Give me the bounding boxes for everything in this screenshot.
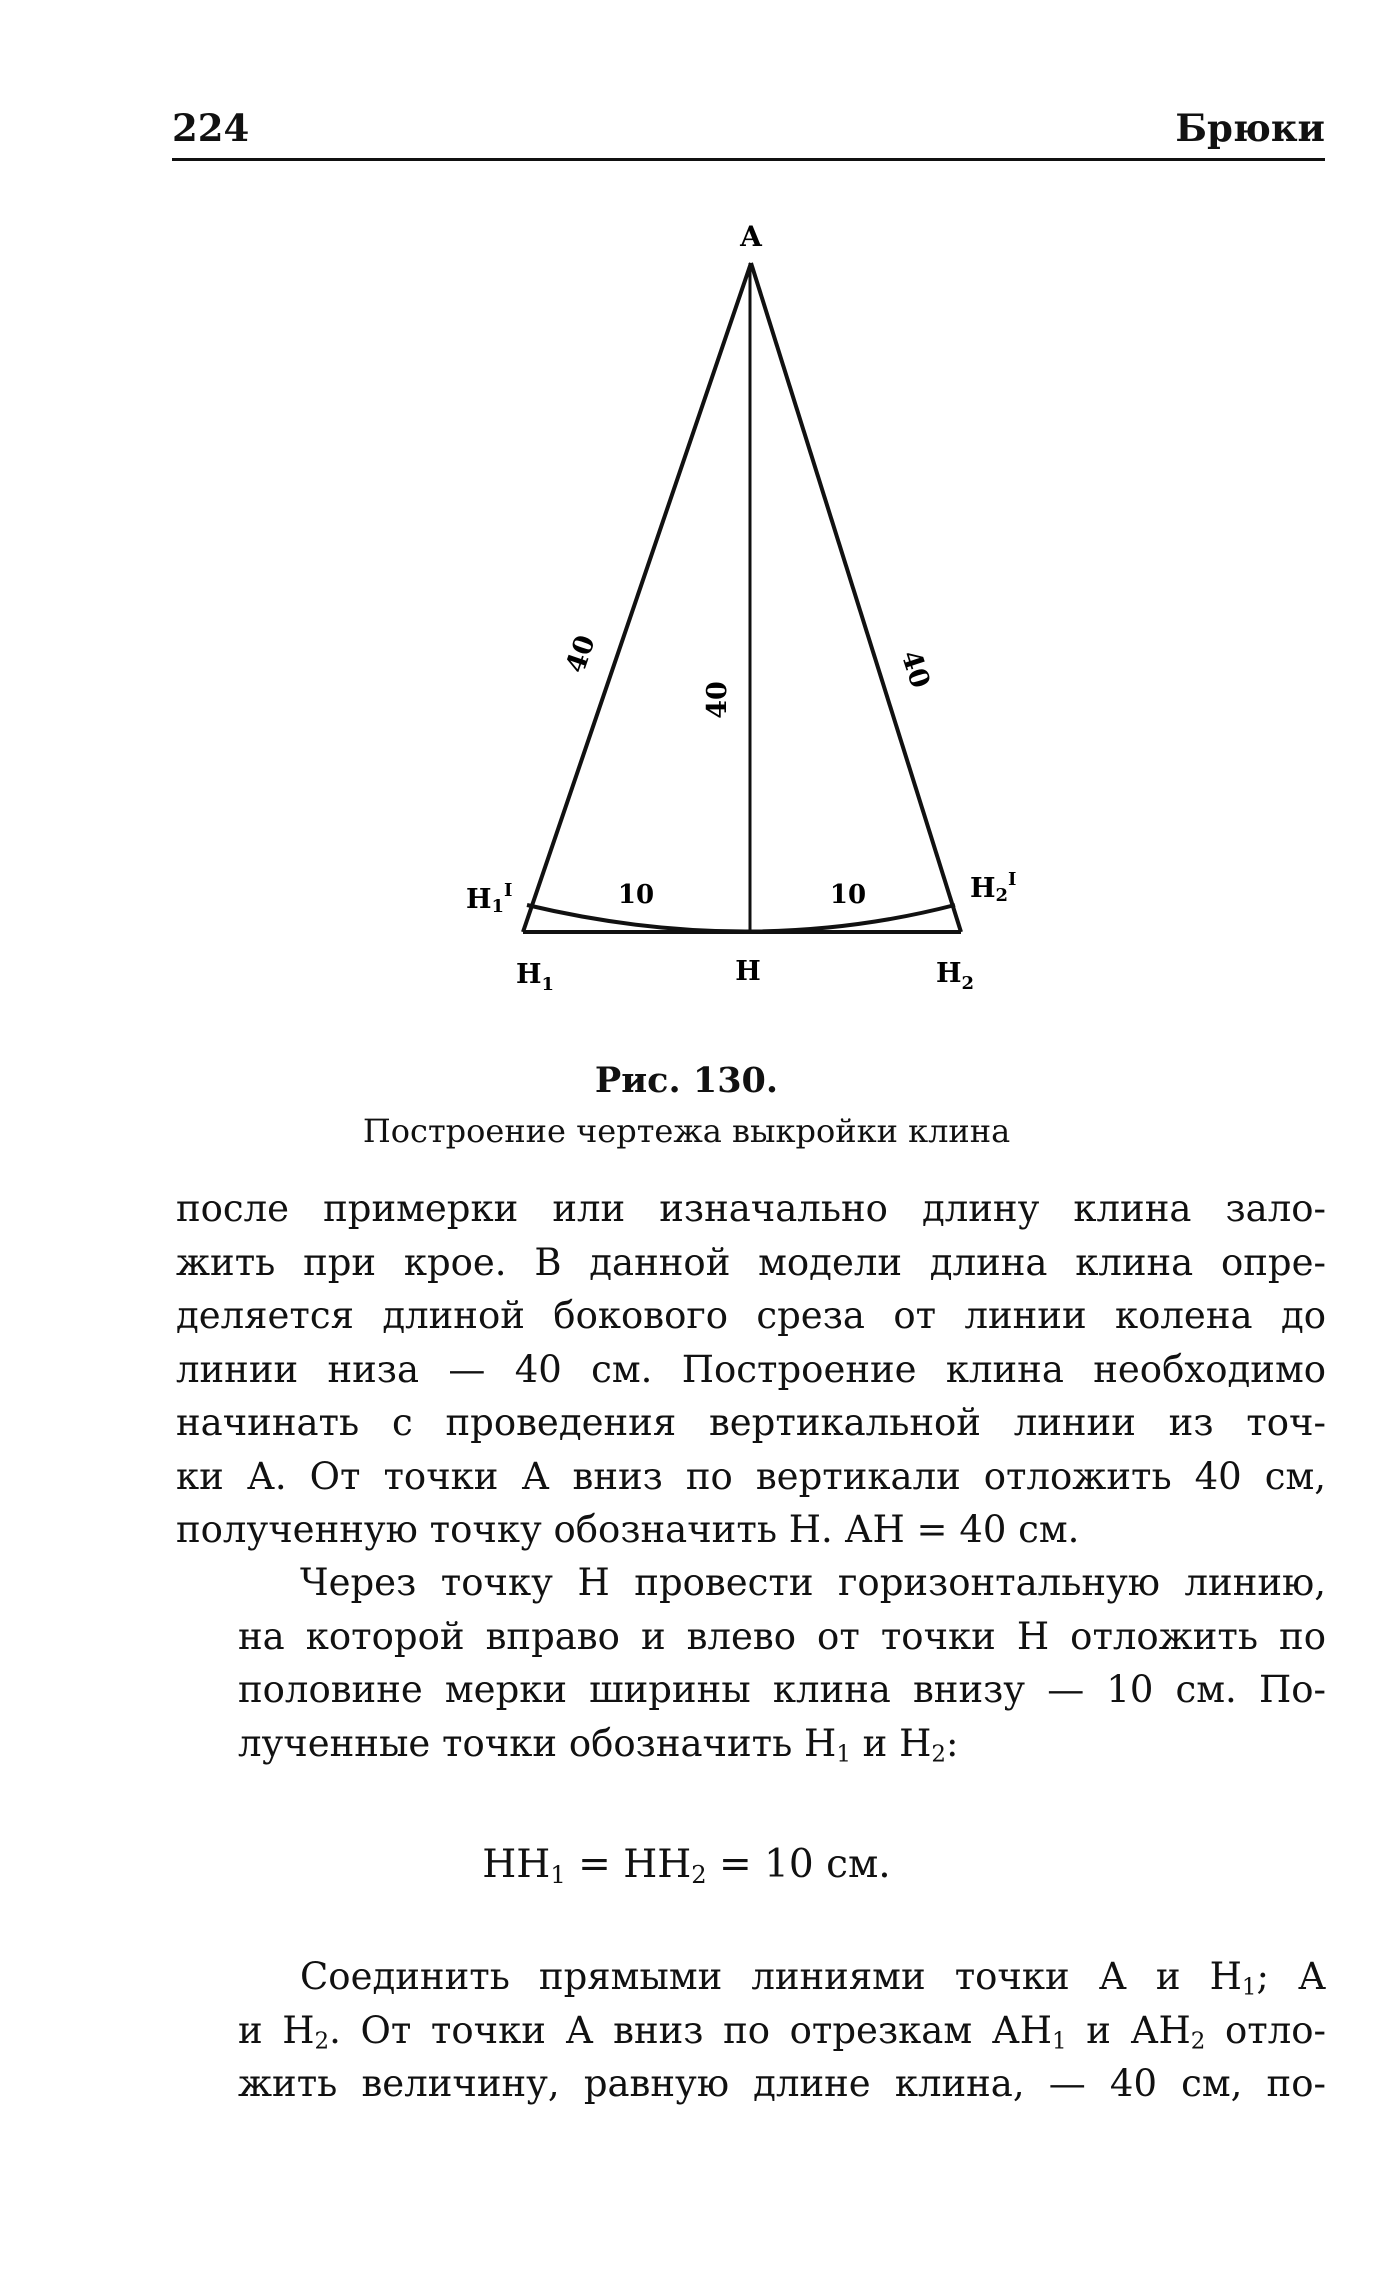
text-line: лученные точки обозначить $Н_1$ и $Н_2$: [238, 1721, 959, 1768]
dim-right-side: 40 [894, 646, 936, 693]
point-label-a: А [739, 220, 763, 253]
dim-center: 40 [702, 681, 733, 719]
text-line: линии низа — 40 см. Построение клина необходимо [176, 1347, 1326, 1391]
text-line: жить при крое. В данной модели длина клина опре- [176, 1240, 1326, 1284]
text-line: ки А. От точки А вниз по вертикали отложить 40 см, [176, 1454, 1326, 1498]
text-line: Соединить прямыми линиями точки А и $Н_1$; А [300, 1955, 1326, 2001]
point-label-h1-prime: $Н1^I$ [466, 880, 513, 917]
bottom-arc [527, 905, 955, 932]
running-title: Брюки [1175, 106, 1325, 150]
figure-wedge-pattern [0, 0, 1373, 1010]
text-line: полученную точку обозначить Н. АН = 40 см. [176, 1508, 1080, 1551]
text-line: на которой вправо и влево от точки Н отложить по [238, 1614, 1326, 1658]
text-line: Через точку Н провести горизонтальную линию, [300, 1561, 1326, 1604]
wedge-diagram [0, 0, 1373, 1010]
formula: $НН_1 = НН_2 = 10$ см. [482, 1842, 891, 1890]
point-label-h: Н [735, 956, 761, 987]
page-number: 224 [172, 106, 250, 150]
paragraph-2 [176, 1556, 1326, 1770]
dim-arc-right: 10 [829, 880, 867, 910]
text-line: после примерки или изначально длину клина зало- [176, 1187, 1326, 1230]
point-label-h2: $Н_2$ [936, 958, 975, 994]
point-label-h1: $Н_1$ [516, 959, 555, 995]
side-line-left [523, 263, 751, 932]
text-line: половине мерки ширины клина внизу — 10 см. По- [238, 1668, 1326, 1711]
text-line: начинать с проведения вертикальной линии из точ- [176, 1401, 1326, 1444]
text-line: жить величину, равную длине клина, — 40 см, по- [238, 2062, 1326, 2105]
figure-caption-number: Рис. 130. [594, 1060, 779, 1101]
point-label-h2-prime: $Н2^I$ [970, 869, 1017, 906]
text-line: и $Н_2$. От точки А вниз по отрезкам $АН_1$ и $АН_2$ отло- [238, 2008, 1326, 2055]
side-line-right [751, 263, 961, 932]
dim-left-side: 40 [560, 631, 602, 678]
text-line: деляется длиной бокового среза от линии колена до [176, 1294, 1326, 1337]
dim-arc-left: 10 [617, 880, 655, 910]
paragraph-3 [176, 1950, 1326, 2111]
paragraph-1 [176, 1182, 1326, 1557]
figure-caption-text: Построение чертежа выкройки клина [362, 1112, 1011, 1150]
